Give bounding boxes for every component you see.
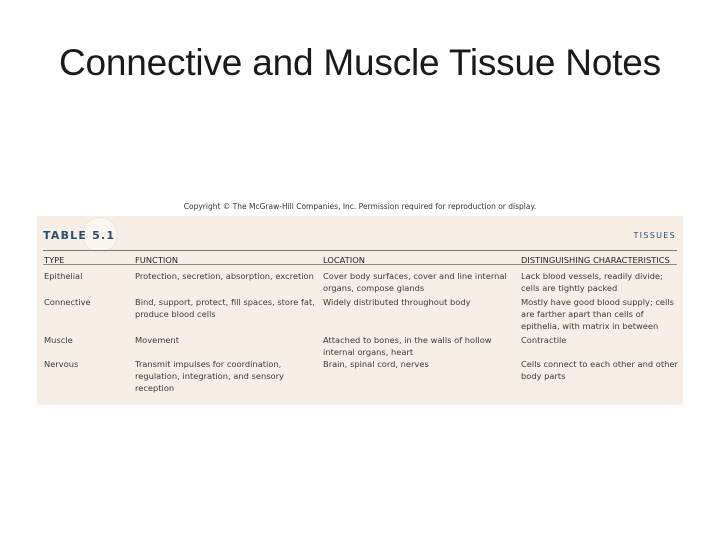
table-header-bar [37, 216, 683, 251]
column-header-location: LOCATION [323, 255, 365, 265]
cell-location: Brain, spinal cord, nerves [323, 359, 429, 369]
table-number: TABLE 5.1 [43, 229, 116, 242]
cell-location: Widely distributed throughout body [323, 297, 471, 307]
cell-function: Movement [135, 335, 179, 345]
cell-characteristics: Contractile [521, 335, 567, 345]
table-top-rule [43, 250, 677, 251]
cell-type: Connective [44, 297, 91, 307]
tissue-table [37, 216, 683, 405]
column-header-type: TYPE [44, 255, 65, 265]
cell-type: Muscle [44, 335, 73, 345]
column-header-function: FUNCTION [135, 255, 179, 265]
cell-characteristics: Lack blood vessels, readily divide; cells are tightly packed [521, 271, 663, 293]
cell-location: Cover body surfaces, cover and line internal organs, compose glands [323, 271, 507, 293]
table-category: TISSUES [633, 231, 676, 240]
cell-type: Nervous [44, 359, 79, 369]
cell-characteristics: Cells connect to each other and other body parts [521, 359, 678, 381]
cell-function: Protection, secretion, absorption, excretion [135, 271, 314, 281]
slide-title: Connective and Muscle Tissue Notes [59, 42, 661, 83]
cell-function: Transmit impulses for coordination, regulation, integration, and sensory reception [135, 359, 284, 393]
cell-characteristics: Mostly have good blood supply; cells are farther apart than cells of epithelia, with matrix in between [521, 297, 674, 331]
cell-type: Epithelial [44, 271, 83, 281]
copyright-notice: Copyright © The McGraw-Hill Companies, Inc. Permission required for reproduction or display. [183, 202, 537, 211]
cell-function: Bind, support, protect, fill spaces, store fat, produce blood cells [135, 297, 315, 319]
table-header-rule [43, 264, 677, 265]
column-header-characteristics: DISTINGUISHING CHARACTERISTICS [521, 255, 670, 265]
cell-location: Attached to bones, in the walls of hollow internal organs, heart [323, 335, 492, 357]
